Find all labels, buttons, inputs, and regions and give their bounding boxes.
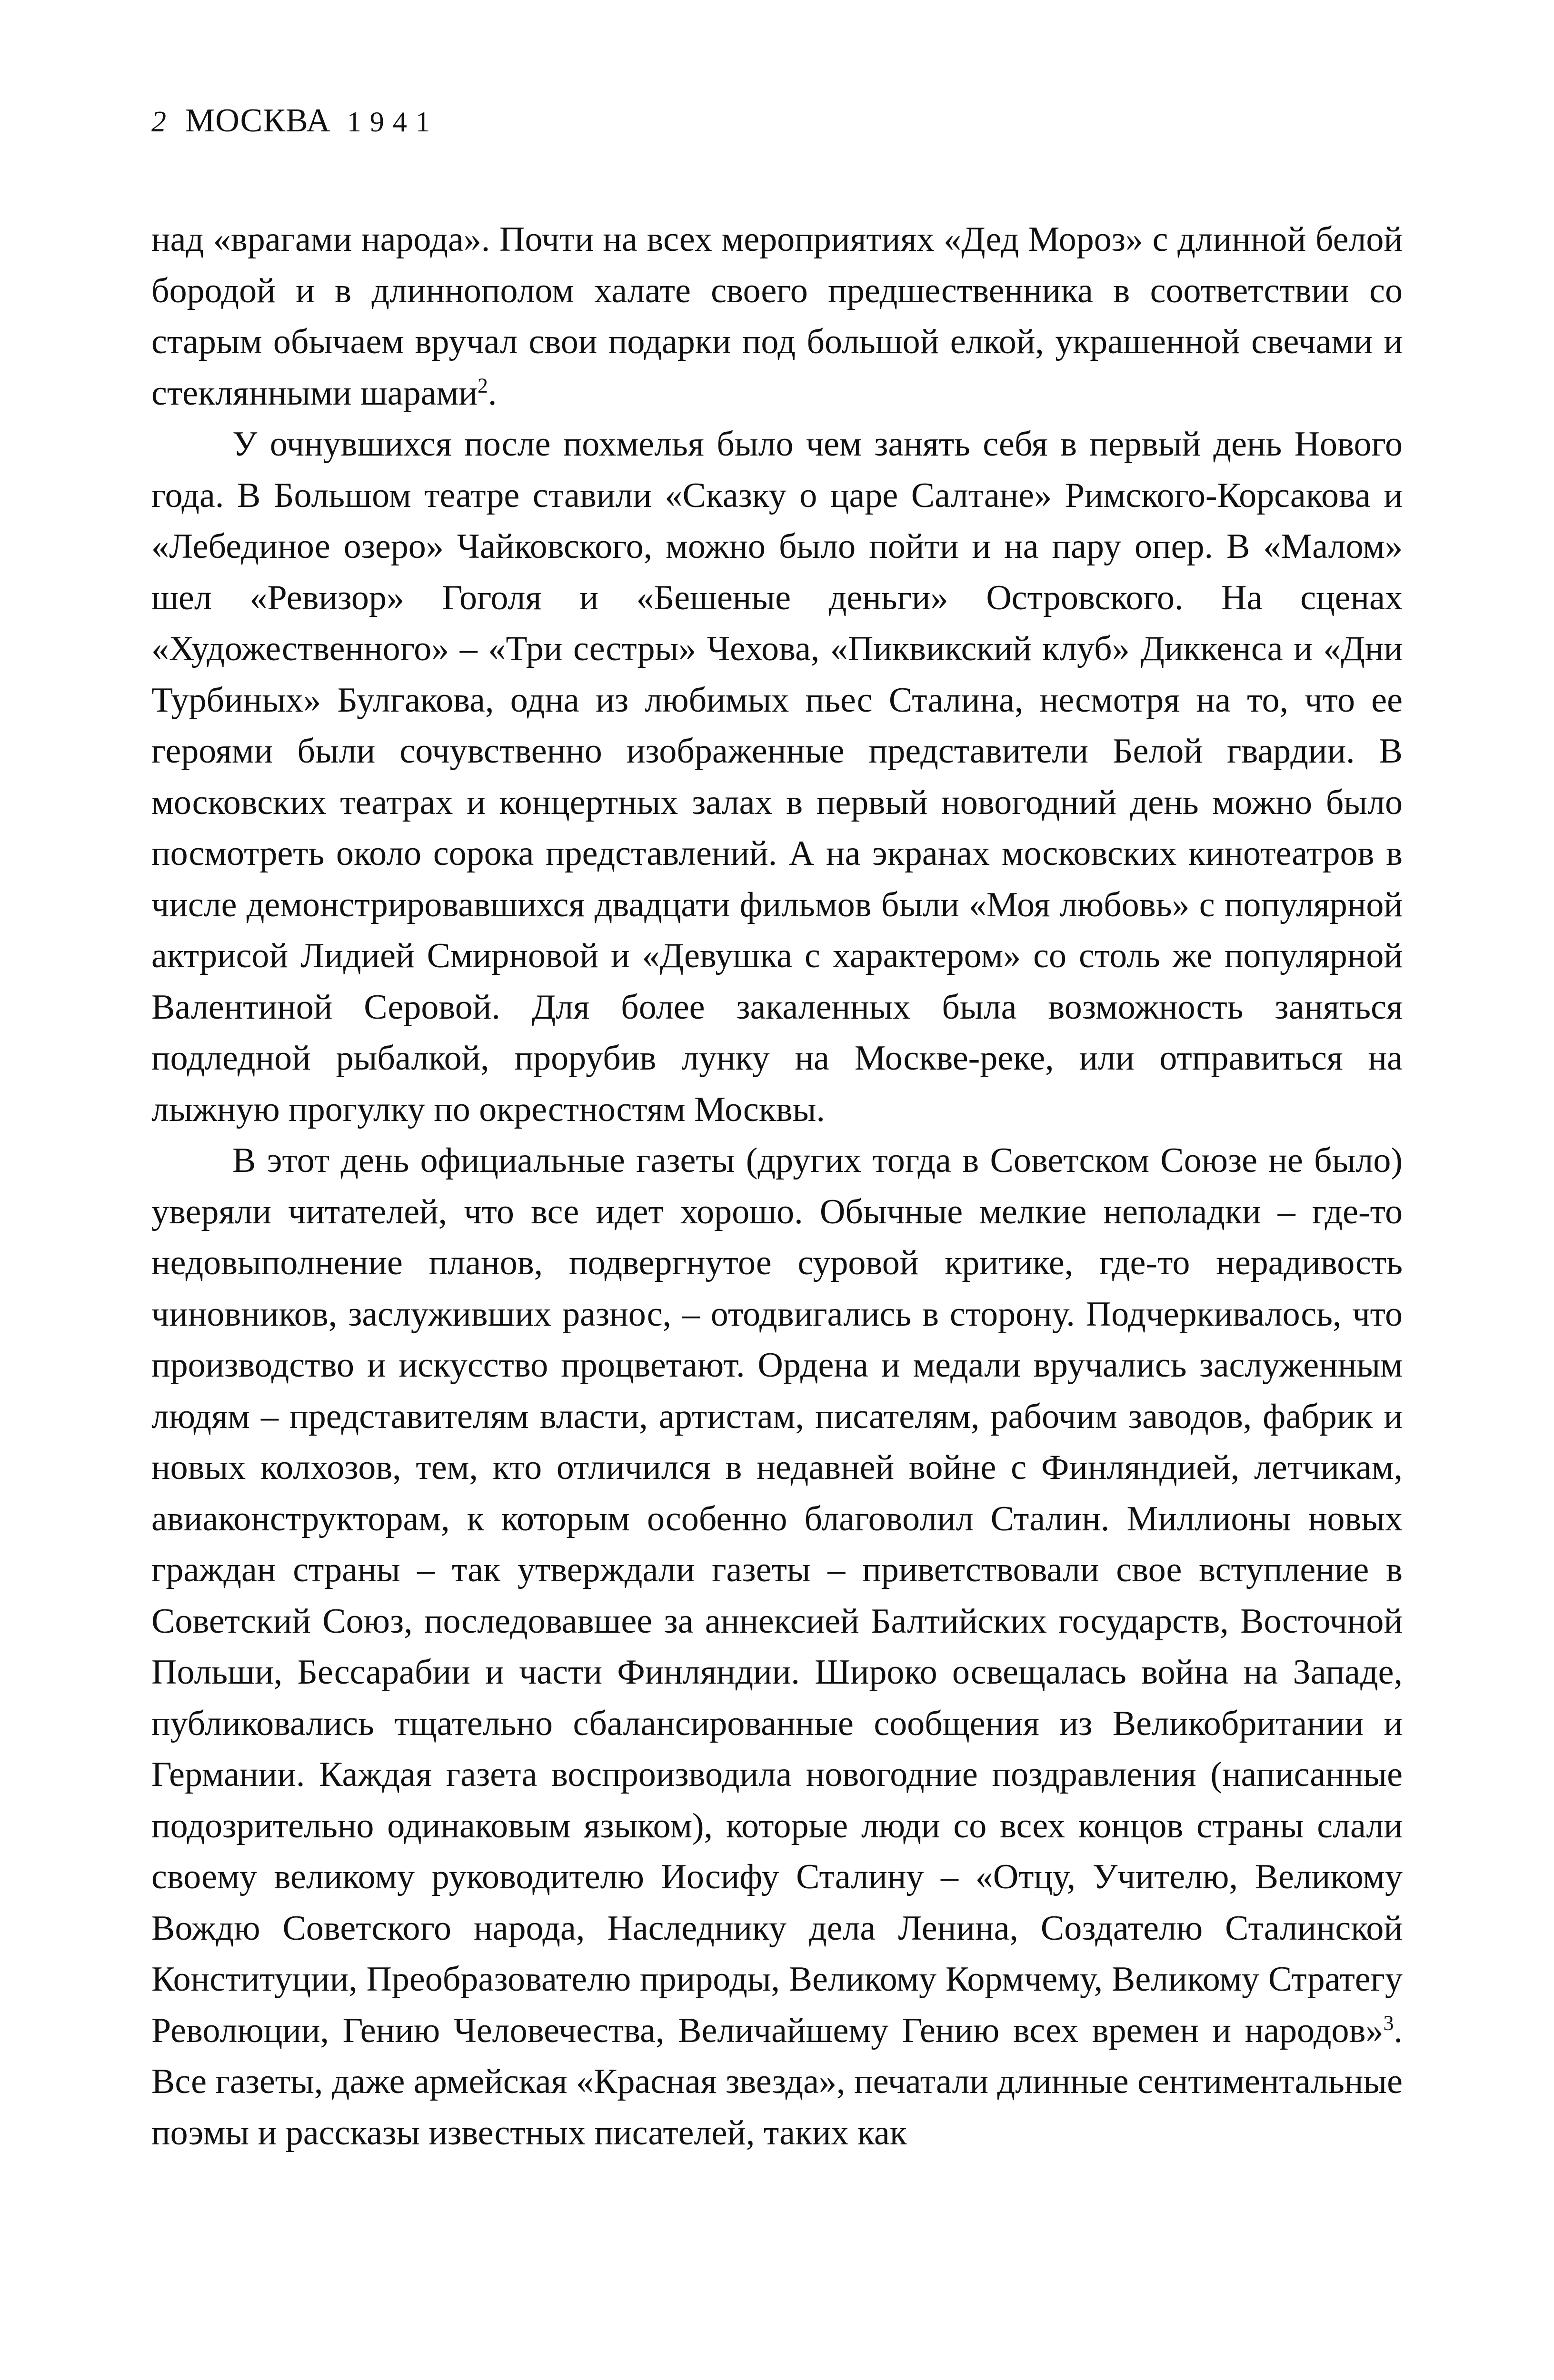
- book-year: 1941: [347, 106, 438, 138]
- paragraph-1-text: над «врагами народа». Почти на всех мероприятиях «Дед Мороз» с длинной белой бородой и в длиннополом халате своего предшественника в соответствии со старым обычаем вручал свои подарки под большой елкой, украшенной свечами и стеклянными шарами: [151, 220, 1403, 413]
- paragraph-2-text: У очнувшихся после похмелья было чем занять себя в первый день Нового года. В Большом театре ставили «Сказку о царе Салтане» Римского-Корсакова и «Лебединое озеро» Чайковского, можно было пойти и на пару опер. В «Малом» шел «Ревизор» Гоголя и «Бешеные деньги» Островского. На сценах «Художественного» – «Три сестры» Чехова, «Пиквикский клуб» Диккенса и «Дни Турбиных» Булгакова, одна из любимых пьес Сталина, несмотря на то, что ее героями были сочувственно изображенные представители Белой гвардии. В московских театрах и концертных залах в первый новогодний день можно было посмотреть около сорока представлений. А на экранах московских кинотеатров в числе демонстрировавшихся двадцати фильмов были «Моя любовь» с популярной актрисой Лидией Смирновой и «Девушка с характером» со столь же популярной Валентиной Серовой. Для более закаленных была возможность заняться подледной рыбалкой, прорубив лунку на Москве-реке, или отправиться на лыжную прогулку по окрестностям Москвы.: [151, 425, 1403, 1129]
- book-title: МОСКВА: [185, 102, 331, 139]
- paragraph-2: [151, 419, 1403, 1135]
- footnote-ref-3[interactable]: 3: [1383, 2011, 1394, 2034]
- paragraph-1: [151, 214, 1403, 419]
- footnote-ref-2[interactable]: 2: [477, 373, 488, 397]
- page-number: 2: [151, 106, 166, 138]
- paragraph-3-text-after: . Все газеты, даже армейская «Красная звезда», печатали длинные сентиментальные поэмы и рассказы известных писателей, таких как: [151, 2011, 1403, 2152]
- running-head: [151, 102, 438, 145]
- paragraph-1-end: .: [488, 373, 497, 413]
- paragraph-3: [151, 1135, 1403, 2159]
- body-text: [151, 214, 1403, 2159]
- paragraph-3-text-before: В этот день официальные газеты (других тогда в Советском Союзе не было) уверяли читателей, что все идет хорошо. Обычные мелкие неполадки – где-то недовыполнение планов, подвергнутое суровой критике, где-то нерадивость чиновников, заслуживших разнос, – отодвигались в сторону. Подчеркивалось, что производство и искусство процветают. Ордена и медали вручались заслуженным людям – представителям власти, артистам, писателям, рабочим заводов, фабрик и новых колхозов, тем, кто отличился в недавней войне с Финляндией, летчикам, авиаконструкторам, к которым особенно благоволил Сталин. Миллионы новых граждан страны – так утверждали газеты – приветствовали свое вступление в Советский Союз, последовавшее за аннексией Балтийских государств, Восточной Польши, Бессарабии и части Финляндии. Широко освещалась война на Западе, публиковались тщательно сбалансированные сообщения из Великобритании и Германии. Каждая газета воспроизводила новогодние поздравления (написанные подозрительно одинаковым языком), которые люди со всех концов страны слали своему великому руководителю Иосифу Сталину – «Отцу, Учителю, Великому Вождю Советского народа, Наследнику дела Ленина, Создателю Сталинской Конституции, Преобразователю природы, Великому Кормчему, Великому Стратегу Революции, Гению Человечества, Величайшему Гению всех времен и народов»: [151, 1141, 1403, 2050]
